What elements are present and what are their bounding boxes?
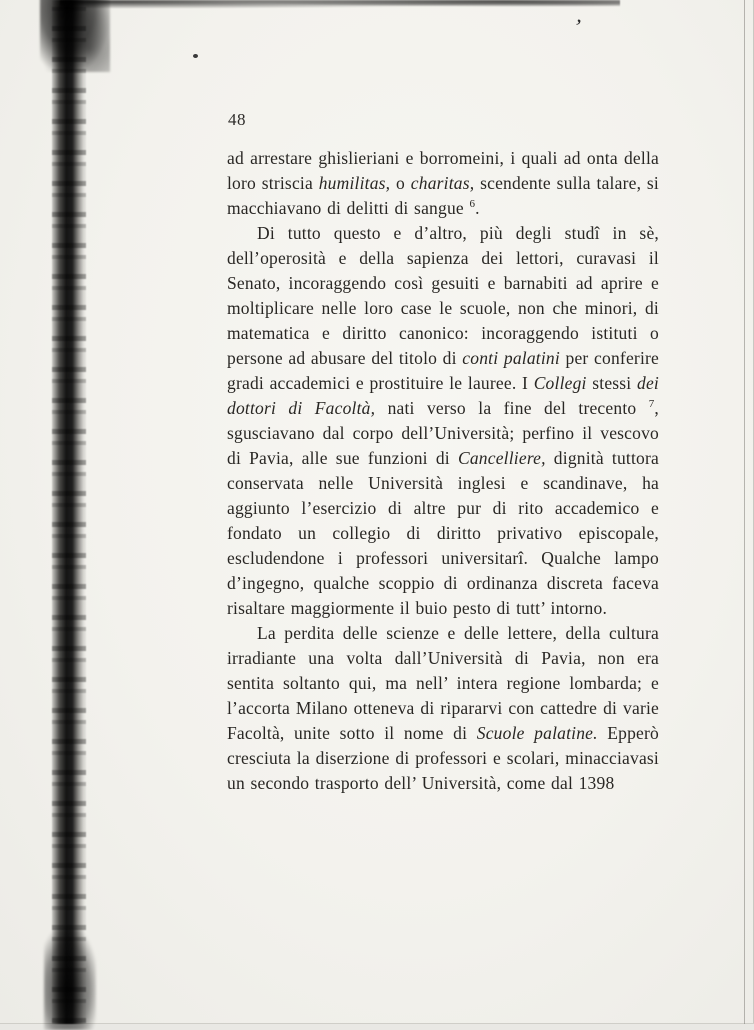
- body-paragraph: [227, 146, 659, 221]
- text-run: dignità tuttora conservata nelle Università inglesi e scandinave, ha aggiunto l’esercizio di altre pur di rito accademico e fondato un collegio di diritto privativo episcopale, escludendone i professori universitarî. Qualche lampo d’ingegno, qualche scoppio di ordinanza discreta faceva risaltare maggiormente il buio pesto di tutt’ intorno.: [227, 448, 659, 618]
- text-run: Epperò cresciuta la diserzione di professori e scolari, minacciavasi un secondo trasporto dell’ Università, come dal 1398: [227, 723, 660, 793]
- binding-shadow-edge: [52, 0, 86, 1024]
- text-run: nati verso la fine del trecento: [375, 398, 649, 418]
- text-block: [227, 146, 659, 796]
- page-number: 48: [228, 110, 246, 129]
- text-run: per conferire gradi accademici e prostituire le lauree. I: [227, 348, 659, 393]
- text-run: ad arrestare ghislieriani e borromeini, i quali ad onta della loro striscia: [227, 148, 659, 193]
- page-right-edge: [744, 0, 745, 1024]
- italic-text-run: Cancelliere,: [457, 448, 546, 468]
- text-run: , sgusciavano dal corpo dell’Università; perfino il vescovo di Pavia, alle sue funzioni di: [227, 398, 659, 468]
- italic-text-run: conti palatini: [462, 348, 560, 368]
- italic-text-run: charitas,: [410, 173, 475, 193]
- binding-ink-blotch-bottom: [44, 930, 96, 1030]
- scan-stray-mark: ’: [571, 13, 584, 40]
- text-run: stessi: [586, 373, 637, 393]
- binding-ink-blotch-top: [40, 0, 110, 72]
- italic-text-run: Scuole palatine.: [476, 723, 598, 743]
- text-run: scendente sulla talare, si macchiavano di delitti di sangue: [227, 173, 659, 218]
- footnote-reference: 7: [648, 398, 655, 411]
- scan-speck: [193, 54, 198, 58]
- body-paragraph: [227, 621, 659, 796]
- italic-text-run: Collegi: [533, 373, 587, 393]
- body-paragraph: [227, 221, 659, 621]
- text-run: La perdita delle scienze e delle lettere, della cultura irradiante una volta dall’Università di Pavia, non era sentita soltanto qui, ma nell’ intera regione lombarda; e l’accorta Milano otteneva di ripararvi con cattedre di varie Facoltà, unite sotto il nome di: [227, 623, 659, 743]
- text-run: .: [475, 198, 480, 218]
- text-run: o: [390, 173, 411, 193]
- scan-top-edge-marks: [60, 0, 620, 10]
- italic-text-run: dei dottori di Facoltà,: [227, 373, 659, 418]
- text-run: Di tutto questo e d’altro, più degli studî in sè, dell’operosità e della sapienza dei lettori, curavasi il Senato, incoraggendo così gesuiti e barnabiti ad aprire e moltiplicare nelle loro case le scuole, non che minori, di matematica e diritto canonico: incoraggendo istituti o persone ad abusare del titolo di: [227, 223, 659, 368]
- italic-text-run: humilitas,: [318, 173, 391, 193]
- footnote-reference: 6: [469, 198, 476, 211]
